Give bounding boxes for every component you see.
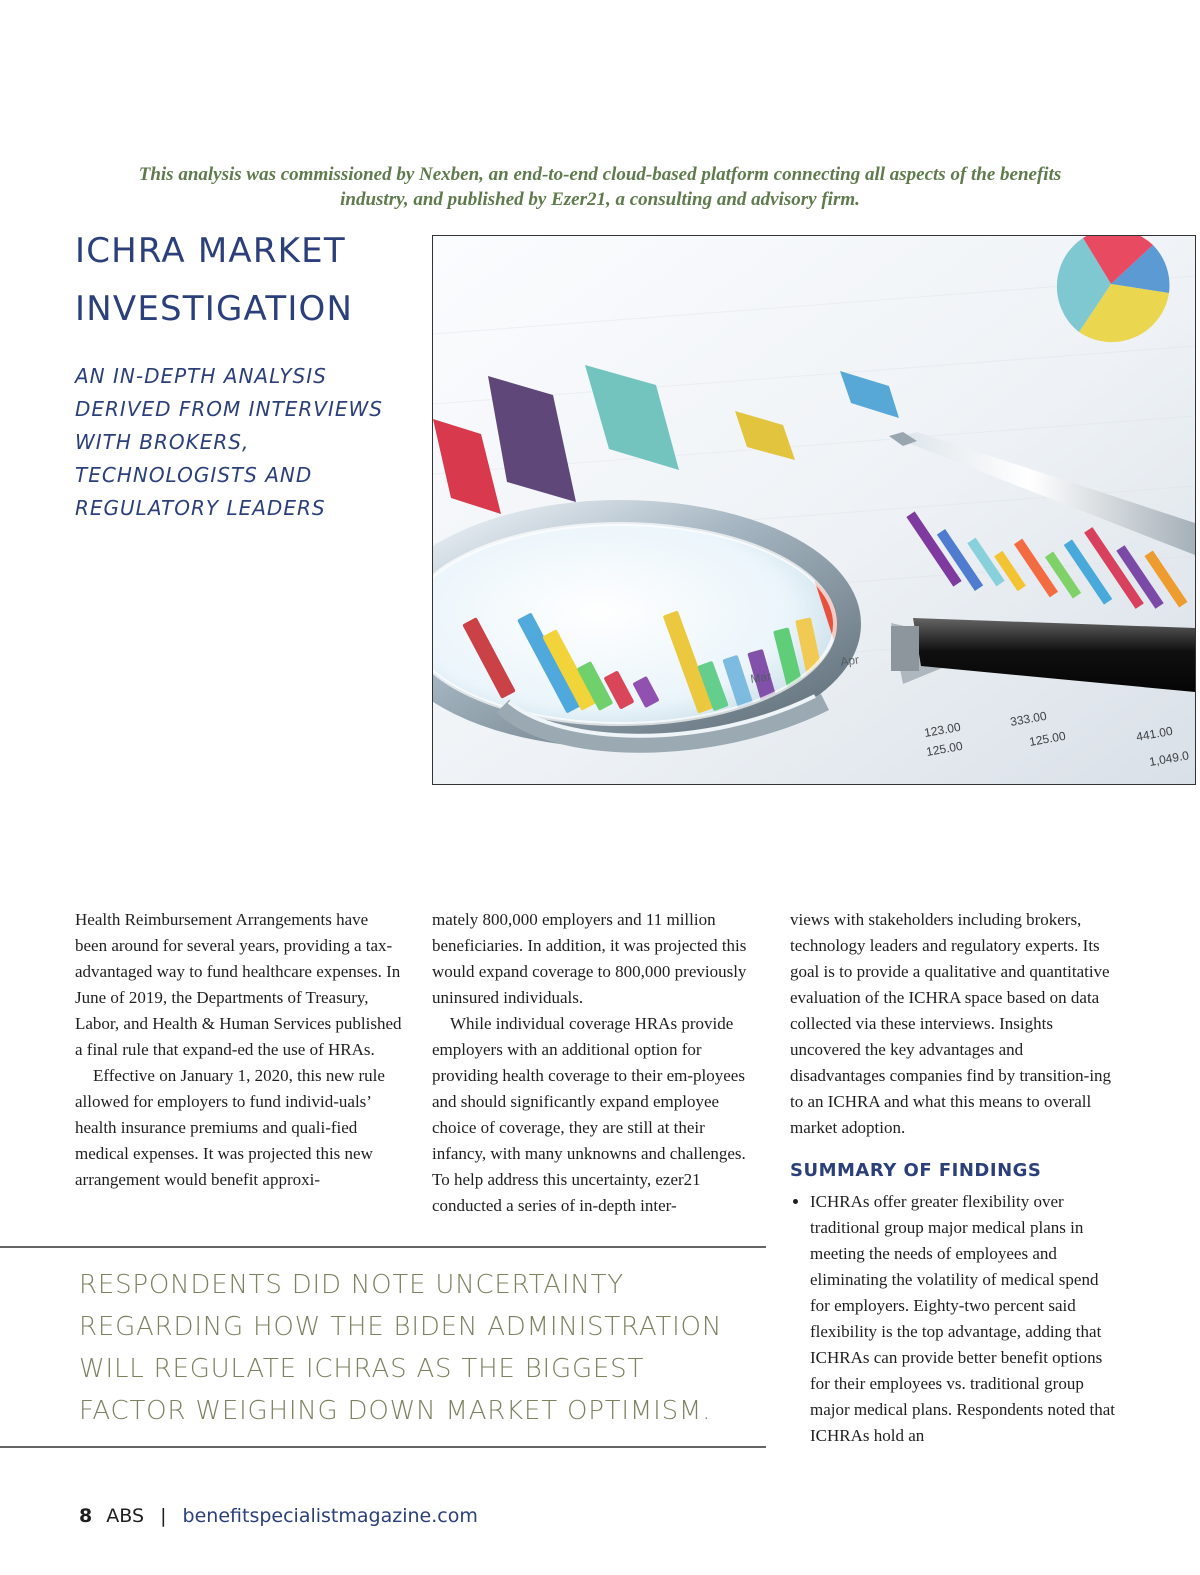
pull-quote-bottom-rule (0, 1446, 766, 1448)
page-footer (79, 1503, 478, 1529)
summary-list (790, 1189, 1120, 1449)
pull-quote: RESPONDENTS DID NOTE UNCERTAINTY REGARDING HOW THE BIDEN ADMINISTRATION WILL REGULATE ICHRAS AS THE BIGGEST FACTOR WEIGHING DOWN MARKET OPTIMISM. (79, 1270, 723, 1426)
page-number: 8 (79, 1505, 93, 1527)
photo-value-1049: 1,049.0 (1148, 748, 1190, 769)
article-column-3 (790, 907, 1120, 1449)
column-1-paragraph-2: Effective on January 1, 2020, this new rule allowed for employers to fund individ-uals’ health insurance premiums and quali-fied medical expenses. It was projected this new arrangement would benefit approxi- (75, 1066, 385, 1189)
column-1-paragraph-1: Health Reimbursement Arrangements have been around for several years, providing a tax-advantaged way to fund healthcare expenses. In June of 2019, the Departments of Treasury, Labor, and Health & Human Services published a final rule that expand-ed the use of HRAs. (75, 910, 402, 1059)
magnifying-glass-chart-illustration (433, 236, 1195, 784)
photo-value-125-b: 125.00 (1028, 728, 1067, 749)
intro-note: This analysis was commissioned by Nexben, an end-to-end cloud-based platform connecting all aspects of the benefits industry, and published by Ezer21, a consulting and advisory firm. (138, 164, 1062, 210)
photo-month-apr: Apr (839, 652, 860, 669)
summary-item-1: • ICHRAs offer greater flexibility over traditional group major medical plans in meeting the needs of employees and eliminating the volatility of medical spend for employers. Eighty-two percent said flexibility is the top advantage, adding that ICHRAs can provide better benefit options for their employees vs. traditional group major medical plans. Respondents noted that ICHRAs hold an (810, 1189, 1120, 1449)
photo-month-mar: Mar (749, 669, 772, 686)
column-2-paragraph-1: mately 800,000 employers and 11 million beneficiaries. In addition, it was projected this would expand coverage to 800,000 previously uninsured individuals. (432, 910, 747, 1007)
article-subtitle: AN IN-DEPTH ANALYSIS DERIVED FROM INTERVIEWS WITH BROKERS, TECHNOLOGISTS AND REGULATORY LEADERS (75, 364, 383, 520)
column-2-paragraph-2: While individual coverage HRAs provide employers with an additional option for providing health coverage to their em-ployees and should significantly expand employee choice of coverage, they are still at their infancy, with many unknowns and challenges. To help address this uncertainty, ezer21 conducted a series of in-depth inter- (432, 1014, 746, 1215)
footer-divider: | (160, 1505, 167, 1527)
photo-value-123: 123.00 (923, 719, 962, 740)
photo-value-333: 333.00 (1009, 708, 1048, 729)
magazine-url: benefitspecialistmagazine.com (182, 1505, 478, 1527)
summary-heading: SUMMARY OF FINDINGS (790, 1160, 1042, 1181)
pull-quote-top-rule (0, 1246, 766, 1248)
article-column-2 (432, 907, 762, 1219)
magazine-name: ABS (106, 1505, 145, 1527)
hero-image (432, 235, 1196, 785)
article-title: ICHRA MARKET INVESTIGATION (75, 231, 354, 329)
column-3-paragraph-1: views with stakeholders including brokers, technology leaders and regulatory experts. Its goal is to provide a qualitative and quantitative evaluation of the ICHRA space based on data collected via these interviews. Insights uncovered the key advantages and disadvantages companies find by transition-ing to an ICHRA and what this means to overall market adoption. (790, 910, 1112, 1137)
photo-value-125-a: 125.00 (925, 738, 964, 759)
photo-value-441: 441.00 (1135, 723, 1174, 744)
article-column-1 (75, 907, 402, 1193)
